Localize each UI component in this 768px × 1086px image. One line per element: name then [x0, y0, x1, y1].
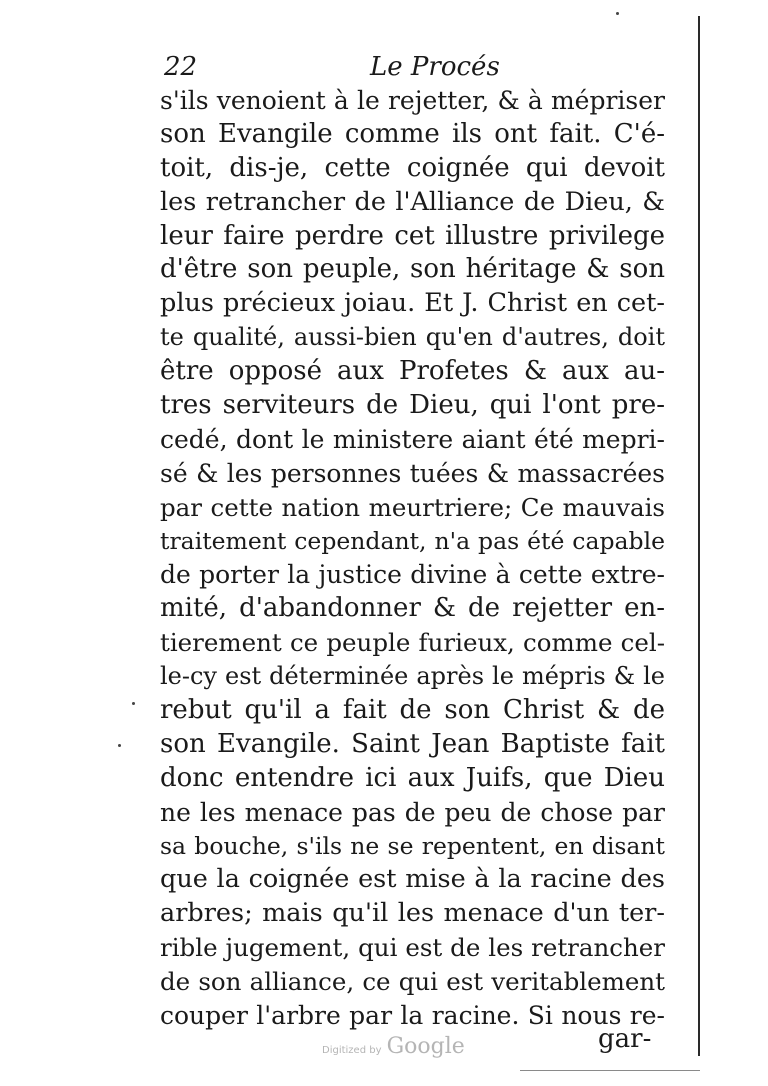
- page-edge-right: [698, 16, 700, 1056]
- text-line: être opposé aux Profetes & aux au-: [160, 356, 665, 387]
- text-line: te qualité, aussi-bien qu'en d'autres, doit: [160, 323, 665, 352]
- text-line: rible jugement, qui est de les retrancher: [160, 933, 665, 963]
- ink-speck: [616, 12, 619, 15]
- text-line: leur faire perdre cet illustre privilege: [160, 220, 665, 251]
- text-line: cedé, dont le ministere aiant été mepri-: [160, 424, 665, 454]
- text-line: traitement cependant, n'a pas été capable: [160, 526, 665, 555]
- catchword: gar-: [598, 1024, 652, 1054]
- text-line: son Evangile comme ils ont fait. C'é-: [160, 118, 665, 149]
- text-line: de porter la justice divine à cette extre-: [160, 560, 665, 590]
- page-edge-bottom: [520, 1070, 700, 1071]
- running-title: Le Procés: [370, 52, 500, 82]
- text-line: par cette nation meurtriere; Ce mauvais: [160, 492, 665, 522]
- text-line: arbres; mais qu'il les menace d'un ter-: [160, 898, 665, 929]
- text-line: son Evangile. Saint Jean Baptiste fait: [160, 728, 665, 759]
- text-line: que la coignée est mise à la racine des: [160, 864, 665, 895]
- text-line: plus précieux joiau. Et J. Christ en cet-: [160, 288, 665, 319]
- text-line: tres serviteurs de Dieu, qui l'ont pre-: [160, 390, 665, 421]
- ink-speck: [132, 702, 135, 705]
- page-header: [160, 52, 660, 86]
- text-line: de son alliance, ce qui est veritablement: [160, 967, 665, 997]
- digitized-by-watermark: [322, 1034, 465, 1059]
- text-line: les retrancher de l'Alliance de Dieu, &: [160, 186, 665, 217]
- text-line: toit, dis-je, cette coignée qui devoit: [160, 152, 665, 183]
- text-line: mité, d'abandonner & de rejetter en-: [160, 593, 665, 624]
- text-line: tierement ce peuple furieux, comme cel-: [160, 628, 665, 658]
- digitized-by-label: Digitized by: [322, 1045, 382, 1056]
- page-number: 22: [164, 52, 198, 82]
- text-line: d'être son peuple, son héritage & son: [160, 254, 665, 285]
- body-text: [160, 84, 665, 1033]
- text-line: donc entendre ici aux Juifs, que Dieu: [160, 762, 665, 793]
- text-line: ne les menace pas de peu de chose par: [160, 797, 665, 827]
- text-line: rebut qu'il a fait de son Christ & de: [160, 695, 665, 726]
- google-logo: Google: [386, 1034, 465, 1059]
- text-line: sé & les personnes tuées & massacrées: [160, 458, 665, 488]
- text-line: le-cy est déterminée après le mépris & le: [160, 662, 665, 691]
- text-line: sa bouche, s'ils ne se repentent, en disant: [160, 831, 665, 860]
- text-line: s'ils venoient à le rejetter, & à mépriser: [160, 86, 665, 115]
- text-line: couper l'arbre par la racine. Si nous re-: [160, 1001, 665, 1031]
- ink-speck: [118, 744, 121, 747]
